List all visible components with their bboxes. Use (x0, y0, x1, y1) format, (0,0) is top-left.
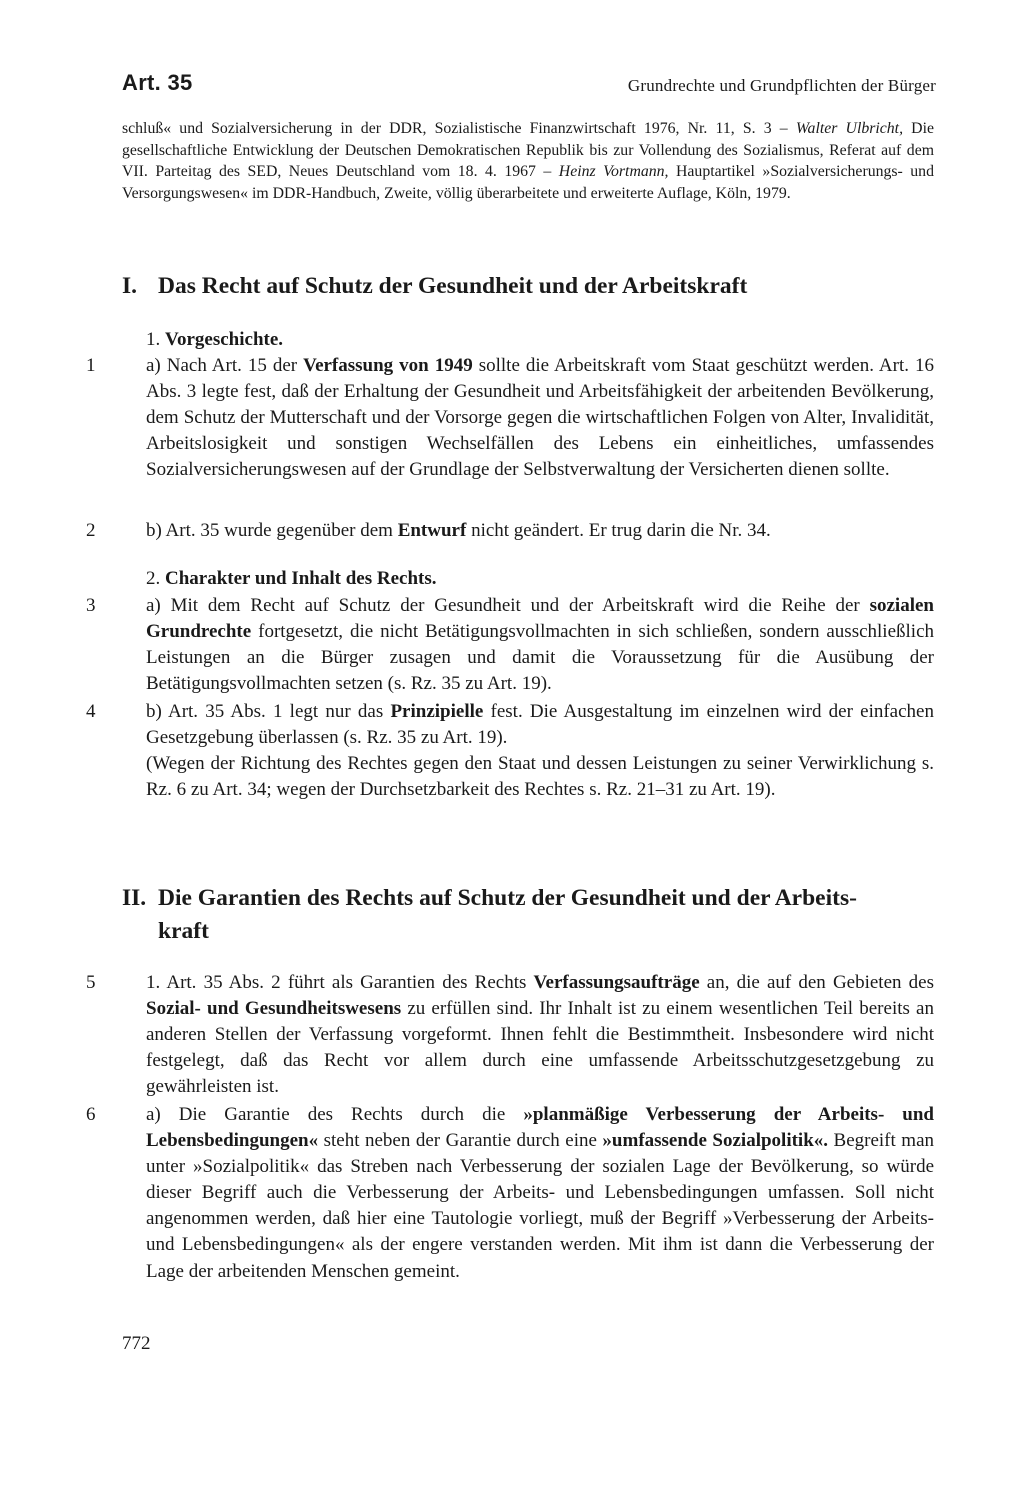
section-title: Das Recht auf Schutz der Gesundheit und der Arbeitskraft (158, 273, 748, 299)
section-heading-1 (122, 270, 934, 303)
margin-number: 4 (86, 701, 96, 722)
paragraph-text: a) Nach Art. 15 der (146, 355, 304, 376)
emphasis: Verfassungsaufträge (533, 972, 700, 993)
paragraph-text: b) Art. 35 Abs. 1 legt nur das (146, 701, 391, 722)
section-title-continued: kraft (158, 918, 209, 944)
paragraph-text: b) Art. 35 wurde gegenüber dem (146, 520, 398, 541)
margin-number: 6 (86, 1104, 96, 1125)
paragraph-text: Begreift man unter »Sozialpolitik« das Streben nach Verbesserung der sozialen Lage der Bevölkerung, so würde dieser Begriff auch die Verbesserung der Arbeits- und Lebensbedingungen umfassen. Soll nicht angenommen werden, daß hier eine Tautologie vorliegt, muß der Begriff »Verbesserung der Arbeits- und Lebensbedingungen« als der engere verstanden werden. Mit ihm ist dann die Verbesserung der Lage der arbeitenden Menschen gemeint. (146, 1130, 935, 1282)
section-heading-2 (122, 882, 934, 948)
paragraph-text: sollte die Arbeitskraft vom Staat geschützt werden. Art. 16 Abs. 3 legte fest, daß der Erhaltung der Gesundheit und Arbeitsfähigkeit der arbeitenden Bevölkerung, dem Schutz der Mutterschaft und der Vorsorge gegen die wirtschaftlichen Folgen von Alter, Invalidität, Arbeitslosigkeit und sonstigen Wechselfällen des Lebens ein einheitliches, umfassendes Sozialversicherungswesen auf der Grundlage der Selbstverwaltung der Versicherten dienen sollte. (146, 355, 934, 481)
section-number: II. (122, 885, 147, 911)
paragraph-text: fest. Die Ausgestaltung im einzelnen wird der einfachen Gesetzgebung überlassen (s. Rz. 35 zu Art. 19). (146, 701, 934, 749)
margin-number: 2 (86, 520, 96, 541)
bib-author-2: Heinz Vortmann, (558, 163, 669, 180)
subheading-number: 1. (146, 329, 165, 350)
emphasis: Prinzipielle (390, 701, 484, 722)
emphasis: sozialen Grundrechte (146, 595, 934, 643)
bibliography-block (122, 118, 934, 204)
subheading-number: 2. (146, 568, 165, 589)
section-title: Die Garantien des Rechts auf Schutz der Gesundheit und der Arbeits- (158, 885, 857, 911)
subheading-title: Charakter und Inhalt des Rechts. (165, 568, 437, 589)
paragraph-text: a) Die Garantie des Rechts durch die (146, 1104, 524, 1125)
emphasis: Verfassung von 1949 (303, 355, 473, 376)
emphasis: »umfassende Sozialpolitik«. (602, 1130, 829, 1152)
page-number: 772 (122, 1333, 151, 1354)
bib-text-3: Hauptartikel »Sozialversicherungs- und Versorgungswesen« im DDR-Handbuch, Zweite, völlig überarbeitete und erweiterte Auflage, Köln, 1979. (122, 163, 934, 202)
paragraph-text: a) Mit dem Recht auf Schutz der Gesundheit und der Arbeitskraft wird die Reihe der (146, 595, 870, 616)
bib-text-2: Die gesellschaftliche Entwicklung der Deutschen Demokratischen Republik bis zur Vollendung des Sozialismus, Referat auf dem VII. Parteitag des SED, Neues Deutschland vom 18. 4. 1967 – (122, 120, 934, 180)
paragraph-text: steht neben der Garantie durch eine (318, 1130, 603, 1152)
emphasis: Entwurf (397, 520, 467, 541)
emphasis: »planmäßige Verbesserung der Arbeits- und Lebensbedingungen« (146, 1104, 934, 1152)
paragraph-text: nicht geändert. Er trug darin die Nr. 34. (466, 520, 771, 541)
paragraph-2 (122, 518, 934, 544)
paragraph-text: zu erfüllen sind. Ihr Inhalt ist zu einem wesentlichen Teil bereits an anderen Stellen der Verfassung vorgeformt. Ihnen fehlt die Bestimmtheit. Insbesondere wird nicht festgelegt, daß das Recht vor allem durch eine umfassende Arbeitsschutzgesetzgebung zu gewährleisten ist. (146, 998, 934, 1098)
subheading-vorgeschichte (146, 327, 283, 353)
paragraph-1 (122, 353, 934, 483)
paragraph-3 (122, 593, 934, 697)
paragraph-5 (122, 970, 934, 1100)
bib-text-1: schluß« und Sozialversicherung in der DDR, Sozialistische Finanzwirtschaft 1976, Nr. 11, S. 3 – (122, 120, 796, 137)
margin-number: 1 (86, 355, 96, 376)
paragraph-6 (122, 1102, 934, 1285)
emphasis: Sozial- und Gesundheitswesens (146, 998, 402, 1020)
article-number: Art. 35 (122, 70, 193, 95)
margin-number: 5 (86, 972, 96, 993)
section-number: I. (122, 273, 138, 299)
bib-author-1: Walter Ulbricht, (795, 120, 904, 137)
subheading-title: Vorgeschichte. (165, 329, 284, 350)
margin-number: 3 (86, 595, 96, 616)
paragraph-text: 1. Art. 35 Abs. 2 führt als Garantien des Rechts (146, 972, 534, 993)
paragraph-text: (Wegen der Richtung des Rechtes gegen den Staat und dessen Leistungen zu seiner Verwirklichung s. Rz. 6 zu Art. 34; wegen der Durchsetzbarkeit des Rechtes s. Rz. 21–31 zu Art. 19). (146, 753, 934, 801)
paragraph-text: fortgesetzt, die nicht Betätigungsvollmachten in sich schließen, sondern ausschließlich Leistungen an die Bürger zusagen und damit die Voraussetzung für die Ausübung der Betätigungsvollmachten setzen (s. Rz. 35 zu Art. 19). (146, 621, 934, 695)
running-header: Grundrechte und Grundpflichten der Bürger (627, 76, 936, 95)
subheading-charakter (146, 566, 437, 592)
paragraph-4 (122, 699, 934, 803)
paragraph-text: an, die auf den Gebieten des (699, 972, 934, 993)
